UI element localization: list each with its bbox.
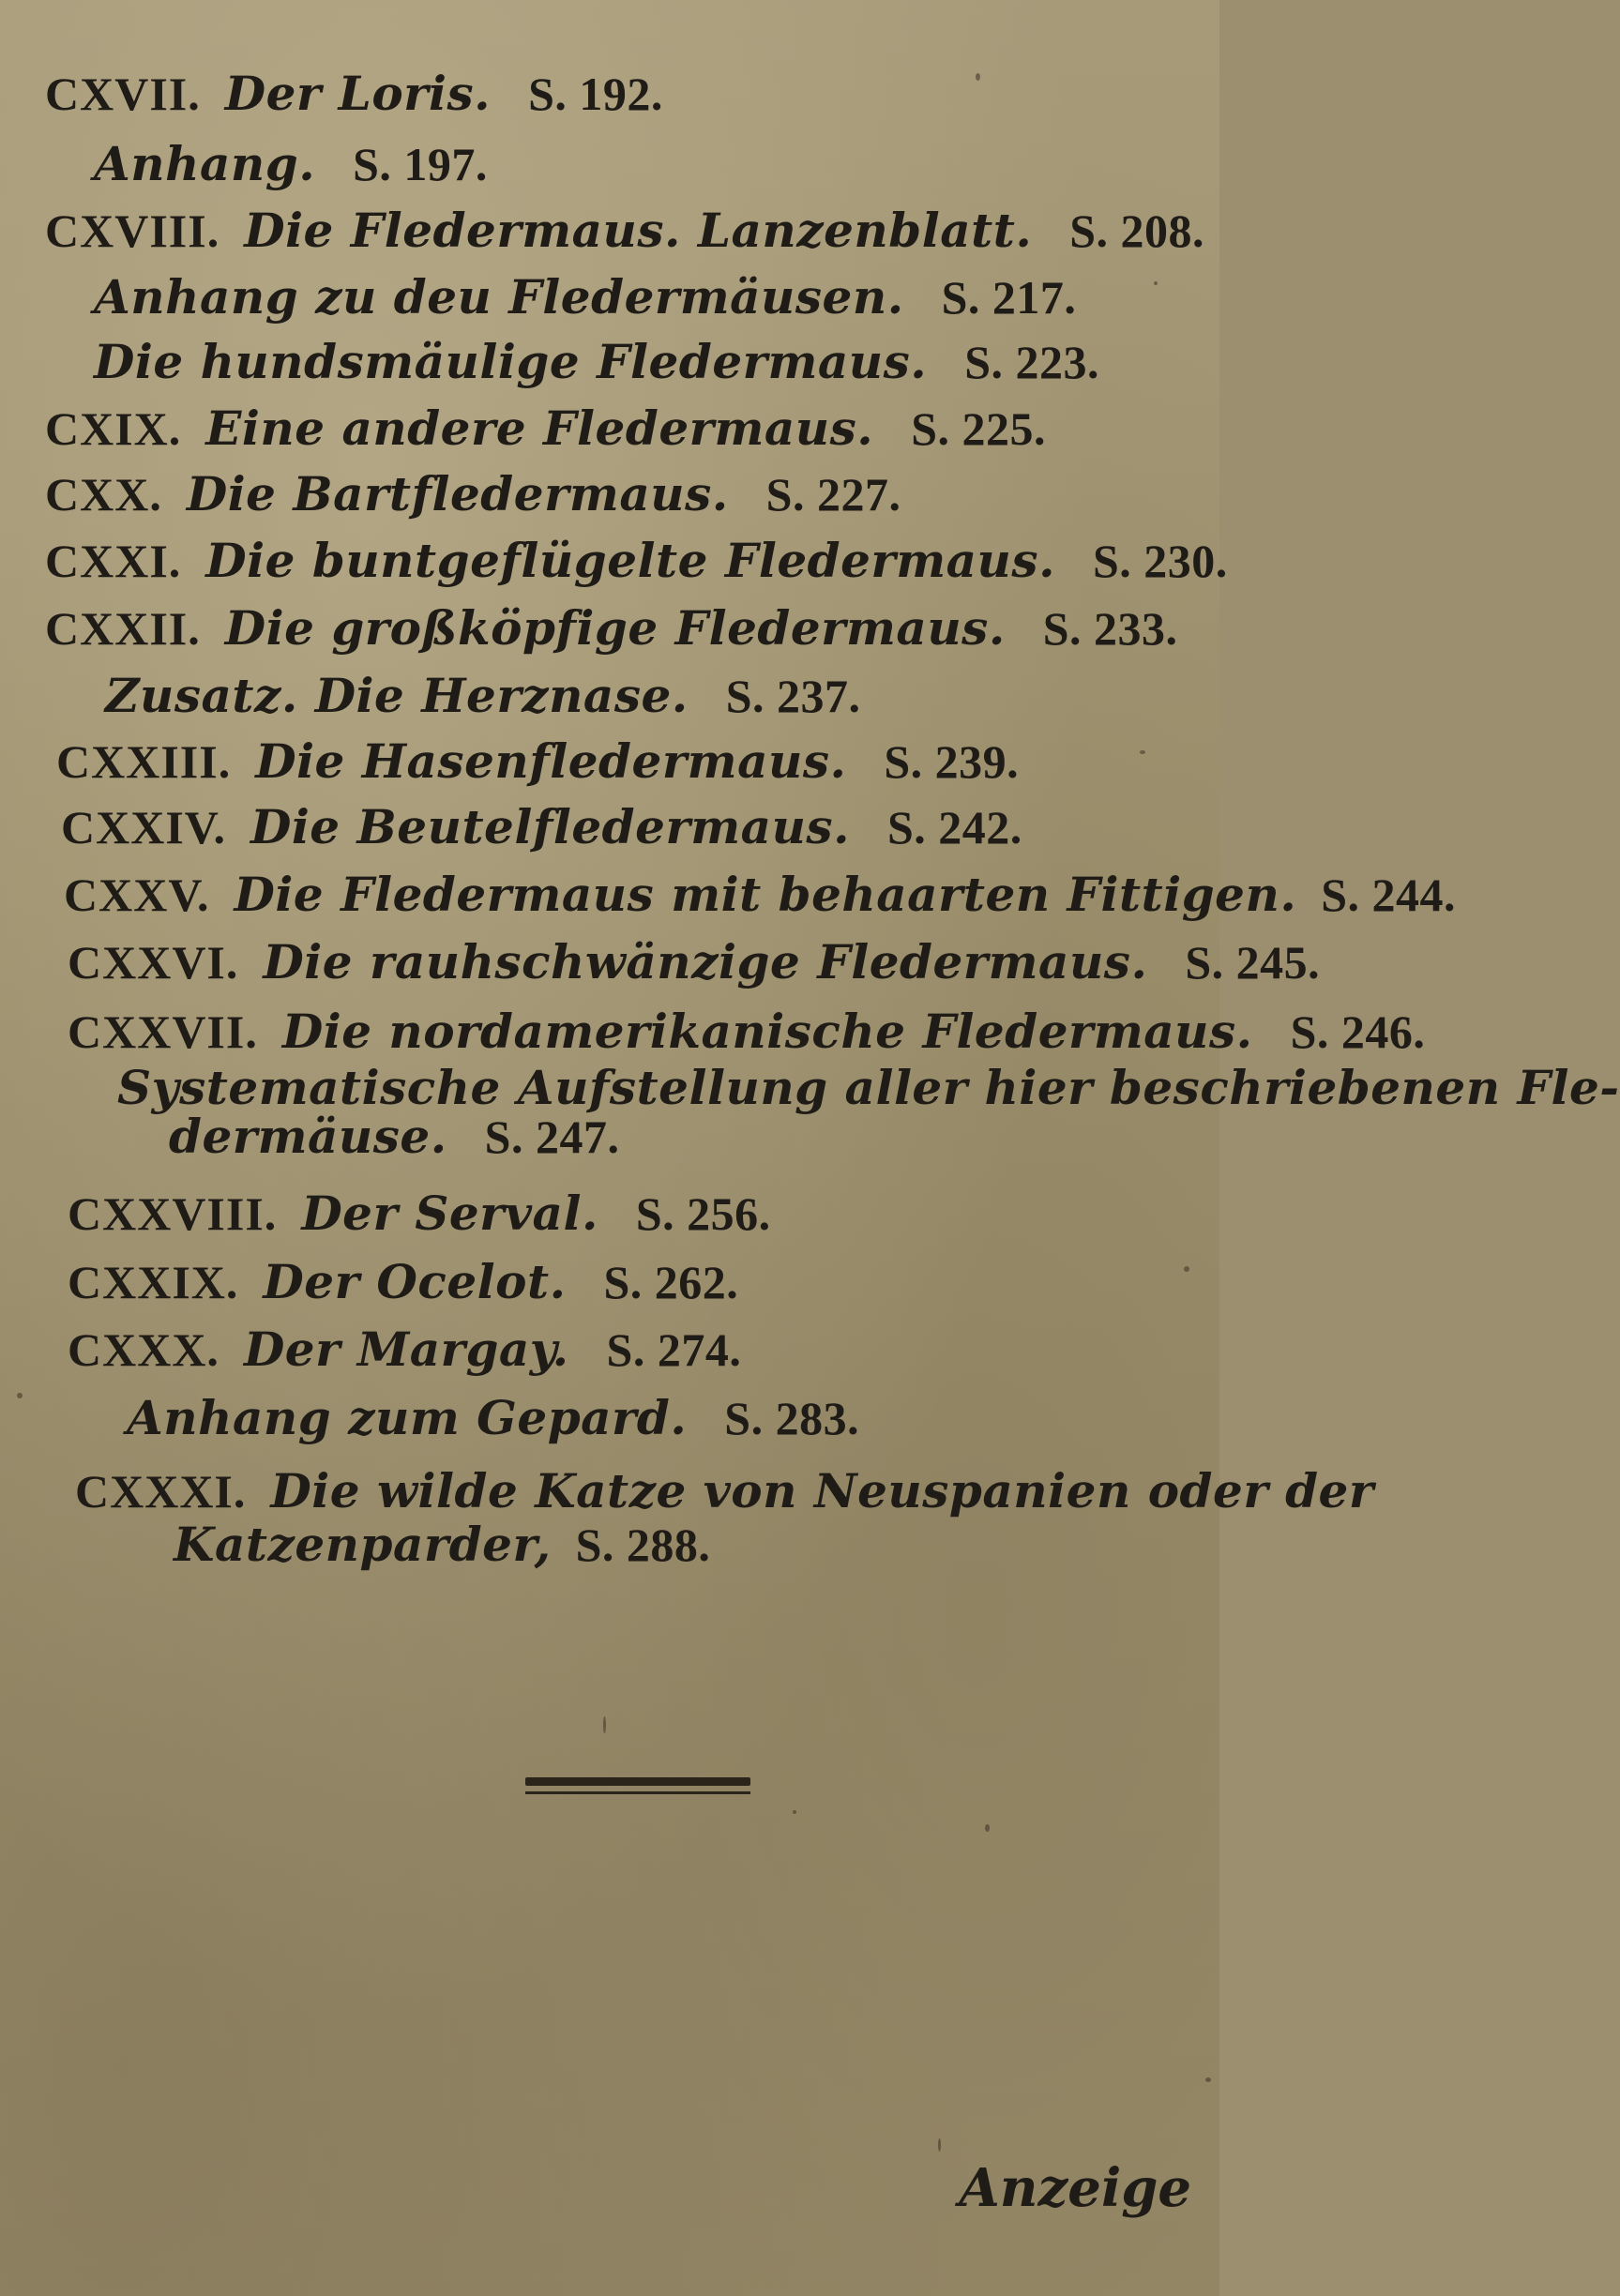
entry-title: Die rauhschwänzige Fledermaus. <box>263 934 1148 989</box>
entry-page: S. 283. <box>724 1392 860 1444</box>
entry-number: CXXIX. <box>68 1256 239 1308</box>
entry-title: Die Fledermaus mit behaarten Fittigen. <box>234 867 1297 922</box>
toc-entry <box>45 201 1204 261</box>
entry-title: Die großköpfige Fledermaus. <box>224 600 1006 656</box>
paper-speck <box>976 73 980 81</box>
paper-speck <box>17 1393 23 1398</box>
toc-entry <box>169 1107 619 1167</box>
entry-number: CXXV. <box>64 869 210 921</box>
entry-page: S. 239. <box>884 735 1020 788</box>
entry-page: S. 244. <box>1321 869 1457 921</box>
toc-entry <box>94 267 1076 327</box>
entry-title: Die Fledermaus. Lanzenblatt. <box>244 203 1033 258</box>
entry-title: Die Bartfledermaus. <box>186 466 729 521</box>
entry-number: CXXII. <box>45 602 201 655</box>
toc-entry <box>68 1320 741 1380</box>
entry-title: Der Ocelot. <box>263 1254 567 1309</box>
entry-number: CXVII. <box>45 68 201 120</box>
entry-number: CXXXI. <box>75 1465 247 1518</box>
entry-title: Der Margay. <box>243 1322 569 1377</box>
section-rule-thin <box>525 1791 750 1794</box>
entry-page: S. 288. <box>575 1518 711 1571</box>
entry-title: Der Serval. <box>301 1186 598 1241</box>
paper-speck <box>603 1716 606 1733</box>
toc-entry <box>94 134 488 194</box>
entry-page: S. 242. <box>887 801 1022 853</box>
entry-number: CXX. <box>45 468 162 521</box>
toc-entry <box>127 1388 859 1448</box>
entry-title: Die hundsmäulige Fledermaus. <box>94 334 928 389</box>
entry-number: CXIX. <box>45 402 182 455</box>
entry-title: Katzenparder, <box>174 1517 552 1572</box>
entry-number: CXXVII. <box>68 1005 258 1058</box>
entry-page: S. 223. <box>964 336 1100 388</box>
entry-title: Der Loris. <box>224 66 492 121</box>
toc-entry <box>56 732 1019 792</box>
paper-speck <box>1154 281 1158 285</box>
entry-number: CXXVIII. <box>68 1187 278 1240</box>
toc-entry <box>45 598 1178 658</box>
toc-entry <box>45 464 901 524</box>
toc-entry <box>45 64 663 124</box>
entry-title: Zusatz. Die Herznase. <box>105 668 689 723</box>
paper-speck <box>985 1824 990 1832</box>
entry-title: Die Beutelfledermaus. <box>250 799 850 854</box>
entry-page: S. 233. <box>1042 602 1178 655</box>
paper-speck <box>1205 2077 1211 2082</box>
entry-page: S. 192. <box>528 68 663 120</box>
section-rule-thick <box>525 1777 750 1786</box>
toc-entry <box>61 797 1022 857</box>
entry-title: dermäuse. <box>169 1109 447 1164</box>
entry-number: CXXX. <box>68 1323 220 1376</box>
entry-page: S. 217. <box>941 271 1077 324</box>
entry-title: Anhang zum Gepard. <box>127 1390 688 1445</box>
catchword: Anzeige <box>959 2157 1191 2219</box>
entry-title: Systematische Aufstellung aller hier beschriebenen Fle- <box>117 1060 1620 1115</box>
toc-entry <box>64 865 1456 925</box>
entry-page: S. 256. <box>635 1187 771 1240</box>
entry-title: Die wilde Katze von Neuspanien oder der <box>270 1463 1374 1518</box>
toc-entry <box>45 399 1046 459</box>
entry-page: S. 274. <box>606 1323 742 1376</box>
entry-title: Eine andere Fledermaus. <box>205 400 874 456</box>
entry-title: Anhang. <box>94 136 316 191</box>
entry-number: CXVIII. <box>45 204 220 257</box>
toc-entry <box>174 1515 710 1575</box>
toc-entry <box>45 531 1228 591</box>
toc-entry <box>94 332 1099 392</box>
entry-number: CXXIV. <box>61 801 226 853</box>
toc-entry <box>68 1184 771 1244</box>
toc-entry <box>68 1002 1425 1062</box>
toc-entry <box>68 1252 738 1312</box>
toc-entry <box>75 1461 1374 1521</box>
entry-page: S. 227. <box>765 468 901 521</box>
entry-page: S. 225. <box>911 402 1046 455</box>
entry-page: S. 208. <box>1069 204 1205 257</box>
entry-page: S. 262. <box>603 1256 739 1308</box>
entry-title: Die nordamerikanische Fledermaus. <box>281 1004 1253 1059</box>
entry-page: S. 230. <box>1092 535 1228 587</box>
entry-page: S. 245. <box>1185 936 1321 989</box>
entry-title: Die buntgeflügelte Fledermaus. <box>205 533 1055 588</box>
entry-number: CXXIII. <box>56 735 232 788</box>
entry-number: CXXVI. <box>68 936 239 989</box>
entry-page: S. 246. <box>1290 1005 1426 1058</box>
entry-title: Anhang zu deu Fledermäusen. <box>94 269 904 325</box>
entry-title: Die Hasenfledermaus. <box>255 733 847 789</box>
paper-speck <box>1140 750 1145 754</box>
entry-page: S. 237. <box>725 670 861 722</box>
entry-page: S. 197. <box>353 138 488 190</box>
paper-speck <box>938 2138 941 2152</box>
paper-speck <box>793 1810 796 1814</box>
paper-speck <box>1184 1266 1189 1272</box>
toc-entry <box>105 666 861 726</box>
entry-number: CXXI. <box>45 535 182 587</box>
toc-entry <box>68 932 1320 992</box>
entry-page: S. 247. <box>484 1110 620 1163</box>
